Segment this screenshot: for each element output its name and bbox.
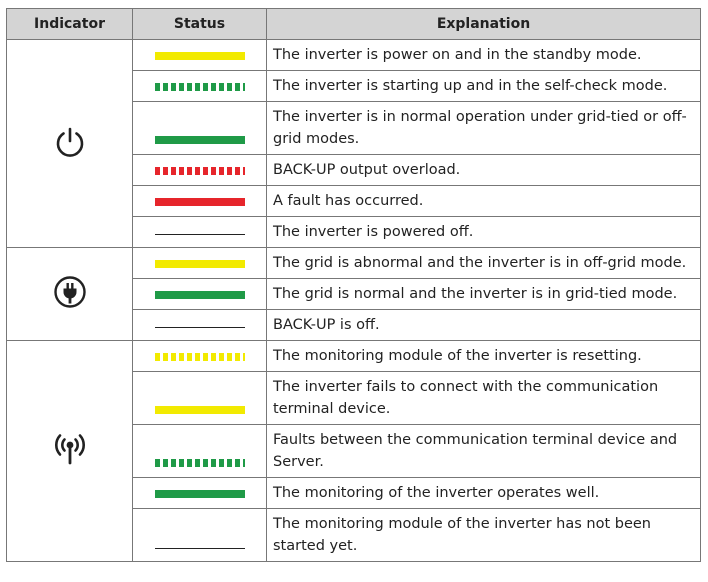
- explanation-cell: The inverter is in normal operation under grid-tied or off-grid modes.: [267, 102, 701, 155]
- off-indicator-line: [155, 234, 245, 235]
- explanation-cell: BACK-UP output overload.: [267, 155, 701, 186]
- status-cell: [133, 217, 267, 248]
- off-indicator-line: [155, 548, 245, 549]
- green-blinking-indicator-bar: [155, 83, 245, 91]
- status-cell: [133, 310, 267, 341]
- yellow-solid-indicator-bar: [155, 406, 245, 414]
- explanation-cell: The monitoring module of the inverter is resetting.: [267, 341, 701, 372]
- explanation-cell: The grid is normal and the inverter is in grid-tied mode.: [267, 279, 701, 310]
- grid-plug-icon: [52, 295, 88, 314]
- explanation-cell: The inverter is power on and in the standby mode.: [267, 40, 701, 71]
- header-status: Status: [133, 9, 267, 40]
- status-cell: [133, 372, 267, 425]
- status-cell: [133, 509, 267, 562]
- green-solid-indicator-bar: [155, 136, 245, 144]
- green-solid-indicator-bar: [155, 490, 245, 498]
- indicator-table: [6, 8, 701, 562]
- explanation-cell: The inverter is powered off.: [267, 217, 701, 248]
- table-row: [7, 341, 701, 372]
- red-blinking-indicator-bar: [155, 167, 245, 175]
- status-cell: [133, 425, 267, 478]
- explanation-cell: The inverter fails to connect with the communication terminal device.: [267, 372, 701, 425]
- yellow-solid-indicator-bar: [155, 52, 245, 60]
- green-blinking-indicator-bar: [155, 459, 245, 467]
- yellow-solid-indicator-bar: [155, 260, 245, 268]
- communication-signal-icon: [50, 452, 90, 471]
- status-cell: [133, 341, 267, 372]
- explanation-cell: The grid is abnormal and the inverter is in off-grid mode.: [267, 248, 701, 279]
- explanation-cell: A fault has occurred.: [267, 186, 701, 217]
- header-explanation: Explanation: [267, 9, 701, 40]
- explanation-cell: BACK-UP is off.: [267, 310, 701, 341]
- explanation-cell: The monitoring of the inverter operates well.: [267, 478, 701, 509]
- table-row: [7, 40, 701, 71]
- status-cell: [133, 71, 267, 102]
- indicator-cell: [7, 341, 133, 562]
- explanation-cell: Faults between the communication terminal device and Server.: [267, 425, 701, 478]
- status-cell: [133, 155, 267, 186]
- header-indicator: Indicator: [7, 9, 133, 40]
- off-indicator-line: [155, 327, 245, 328]
- indicator-cell: [7, 248, 133, 341]
- power-icon: [52, 145, 88, 164]
- indicator-cell: [7, 40, 133, 248]
- status-cell: [133, 40, 267, 71]
- status-cell: [133, 186, 267, 217]
- explanation-cell: The inverter is starting up and in the self-check mode.: [267, 71, 701, 102]
- red-solid-indicator-bar: [155, 198, 245, 206]
- explanation-cell: The monitoring module of the inverter has not been started yet.: [267, 509, 701, 562]
- status-cell: [133, 478, 267, 509]
- status-cell: [133, 279, 267, 310]
- table-header-row: [7, 9, 701, 40]
- yellow-blinking-indicator-bar: [155, 353, 245, 361]
- green-solid-indicator-bar: [155, 291, 245, 299]
- status-cell: [133, 248, 267, 279]
- status-cell: [133, 102, 267, 155]
- table-row: [7, 248, 701, 279]
